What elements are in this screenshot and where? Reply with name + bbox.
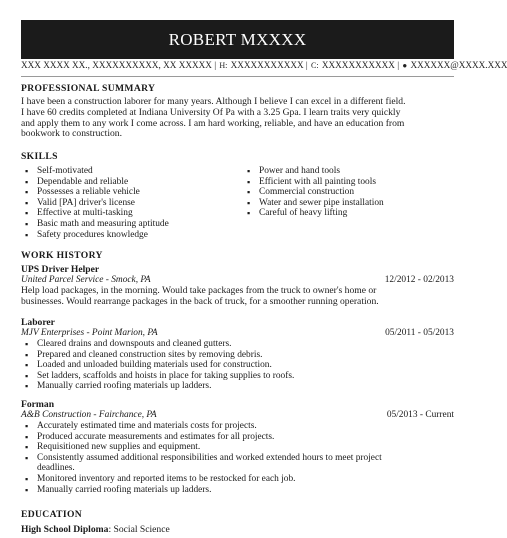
work-heading: WORK HISTORY [21, 250, 103, 261]
job-entry-laborer [21, 317, 454, 392]
home-phone-icon: H: [219, 61, 228, 70]
job-meta [21, 275, 454, 286]
job-company: MJV Enterprises - Point Marion, PA [21, 328, 158, 338]
job-dates: 05/2013 - Current [386, 410, 454, 420]
duty-continuation [21, 463, 454, 474]
skill-item: ▪ Commercial construction [243, 187, 384, 198]
duty-item: ▪ Manually carried roofing materials up ladders. [21, 381, 454, 392]
duty-item: ▪ Manually carried roofing materials up ladders. [21, 485, 454, 496]
skills-heading: SKILLS [21, 151, 58, 162]
contact-line [21, 60, 507, 73]
email-text[interactable]: XXXXXX@XXXX.XXX [410, 60, 507, 70]
duty-item: ▪ Loaded and unloaded building materials used for construction. [21, 360, 454, 371]
job-title: UPS Driver Helper [21, 264, 100, 275]
job-entry-forman [21, 399, 454, 495]
job-title: Laborer [21, 317, 55, 328]
skill-item: ▪ Efficient with all painting tools [243, 177, 384, 188]
skill-item: ▪ Power and hand tools [243, 166, 384, 177]
duty-continuation-text: deadlines. [37, 463, 75, 474]
summary-line: I have been a construction laborer for many years. Although I believe I can excel in a different field. [21, 96, 406, 107]
education-heading: EDUCATION [21, 509, 83, 520]
job-dates: 05/2011 - 05/2013 [385, 328, 454, 338]
skill-item: ▪ Water and sewer pipe installation [243, 198, 384, 209]
job-dates: 12/2012 - 02/2013 [384, 275, 454, 285]
degree-separator: : [108, 524, 114, 535]
skills-list [21, 166, 454, 246]
duty-item: ▪ Set ladders, scaffolds and hoists in place for taking supplies to roofs. [21, 371, 454, 382]
summary-line: I have 60 credits completed at Indiana University Of Pa with a 3.25 Gpa. I learn traits very quickly [21, 106, 401, 118]
separator: | [397, 60, 402, 70]
summary-line: and apply them to any work I come across. I am hard working, reliable, and have an education from [21, 117, 405, 129]
job-meta [21, 410, 454, 421]
job-duties [21, 421, 454, 495]
cell-text: XXXXXXXXXXX [321, 60, 395, 70]
summary-line: bookwork to construction. [21, 128, 122, 140]
address-text: XXX XXXX XX., XXXXXXXXXX, XX XXXXX [21, 60, 212, 70]
description-line: Help load packages, in the morning. Would take packages from the truck to owner's home or [21, 285, 377, 296]
degree-name: High School Diploma [21, 524, 109, 535]
email-icon: ● [402, 61, 408, 70]
duty-item: ▪ Requisitioned new supplies and equipment. [21, 442, 454, 453]
skill-item: ▪ Valid [PA] driver's license [21, 198, 169, 209]
education-entry [21, 524, 170, 535]
skill-item: ▪ Effective at multi-tasking [21, 208, 169, 219]
job-description [21, 286, 454, 308]
skill-item: ▪ Careful of heavy lifting [243, 208, 384, 219]
skill-item: ▪ Self-motivated [21, 166, 169, 177]
job-entry-ups [21, 264, 454, 308]
job-meta [21, 328, 454, 339]
name-banner [21, 20, 454, 59]
summary-text [21, 97, 454, 140]
duty-item: ▪ Cleared drains and downspouts and cleaned gutters. [21, 339, 454, 350]
duty-item: ▪ Produced accurate measurements and estimates for all projects. [21, 432, 454, 443]
degree-field: Social Science [113, 524, 170, 535]
description-line: businesses. Would rearrange packages in the back of truck, for a smoother running operation. [21, 295, 379, 307]
skills-left-column [21, 166, 169, 240]
divider [21, 76, 454, 77]
duty-item: ▪ Prepared and cleaned construction sites by removing debris. [21, 350, 454, 361]
cell-phone-icon: C: [311, 61, 319, 70]
duty-item: ▪ Monitored inventory and reported items to be restocked for each job. [21, 474, 454, 485]
job-company: United Parcel Service - Smock, PA [21, 275, 151, 285]
separator: | [214, 60, 219, 70]
separator: | [305, 60, 311, 70]
skill-item: ▪ Safety procedures knowledge [21, 230, 169, 241]
candidate-name: ROBERT MXXXX [168, 29, 307, 49]
job-title: Forman [21, 399, 55, 410]
skills-right-column [243, 166, 384, 219]
phone-text: XXXXXXXXXXX [230, 60, 304, 70]
duty-item: ▪ Consistently assumed additional responsibilities and worked extended hours to meet project [21, 453, 454, 464]
skill-item: ▪ Basic math and measuring aptitude [21, 219, 169, 230]
skill-item: ▪ Possesses a reliable vehicle [21, 187, 169, 198]
job-company: A&B Construction - Fairchance, PA [21, 410, 157, 420]
summary-heading: PROFESSIONAL SUMMARY [21, 83, 156, 94]
skill-item: ▪ Dependable and reliable [21, 177, 169, 188]
job-duties [21, 339, 454, 392]
duty-item: ▪ Accurately estimated time and materials costs for projects. [21, 421, 454, 432]
